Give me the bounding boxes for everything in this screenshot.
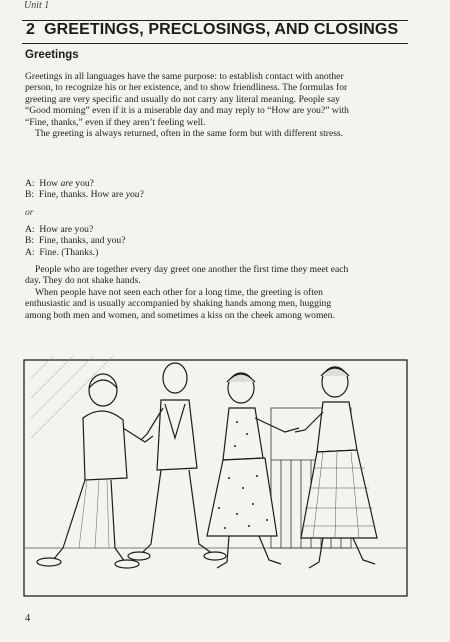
connector-or: or xyxy=(25,207,34,218)
dialog-line xyxy=(25,189,351,200)
paragraph-greetings-purpose: Greetings in all languages have the same purpose: to establish contact with another person, to recognize his or her existence, and to show friendliness. The formulas for greeting are very specific and usually do not carry any literal meaning. People say “Good morning” even if it is a miserable day and may reply to “How are you?” with “Fine, thanks,” even if they aren’t feeling well. xyxy=(25,71,349,128)
dialog-text: you? xyxy=(72,178,94,189)
speaker-label: A: xyxy=(25,246,35,258)
paragraph-daily-greeting: People who are together every day greet one another the first time they meet each day. They do not shake hands. xyxy=(25,264,349,287)
dialog-text: How are you? xyxy=(39,224,94,235)
stressed-word: you xyxy=(125,189,140,201)
running-head: Unit 1 xyxy=(24,0,50,11)
speaker-label: A: xyxy=(25,178,35,189)
dialog-text: ? xyxy=(139,189,144,201)
section-number: 2 xyxy=(26,21,35,38)
section-title xyxy=(26,21,398,39)
dialog-example-1 xyxy=(25,178,351,201)
page-number: 4 xyxy=(25,613,31,624)
dialog-text: How xyxy=(39,178,61,189)
paragraph-greeting-returned: The greeting is always returned, often in the same form but with different stress. xyxy=(35,128,344,140)
speaker-label: B: xyxy=(25,189,35,201)
speaker-label: A: xyxy=(25,224,35,235)
dialog-text: Fine, thanks. How are xyxy=(38,189,126,201)
speaker-label: B: xyxy=(25,235,35,247)
body-block-1 xyxy=(25,71,351,139)
stressed-word: are xyxy=(60,178,73,189)
dialog-line xyxy=(25,224,351,235)
greeting-illustration xyxy=(23,348,408,598)
section-title-text: GREETINGS, PRECLOSINGS, AND CLOSINGS xyxy=(44,21,399,38)
dialog-text: Fine, thanks, and you? xyxy=(38,235,126,247)
subsection-heading: Greetings xyxy=(25,49,79,61)
paragraph-enthusiastic-greeting: When people have not seen each other for a long time, the greeting is often enthusiastic and is usually accompanied by shaking hands among men, hugging among both men and women, and sometimes a kiss on the cheek among women. xyxy=(25,286,335,321)
dialog-line xyxy=(25,235,351,246)
dialog-line xyxy=(25,247,351,258)
dialog-example-2 xyxy=(25,224,351,258)
dialog-text: Fine. (Thanks.) xyxy=(39,246,99,258)
dialog-line xyxy=(25,178,351,189)
body-block-2 xyxy=(25,264,351,321)
